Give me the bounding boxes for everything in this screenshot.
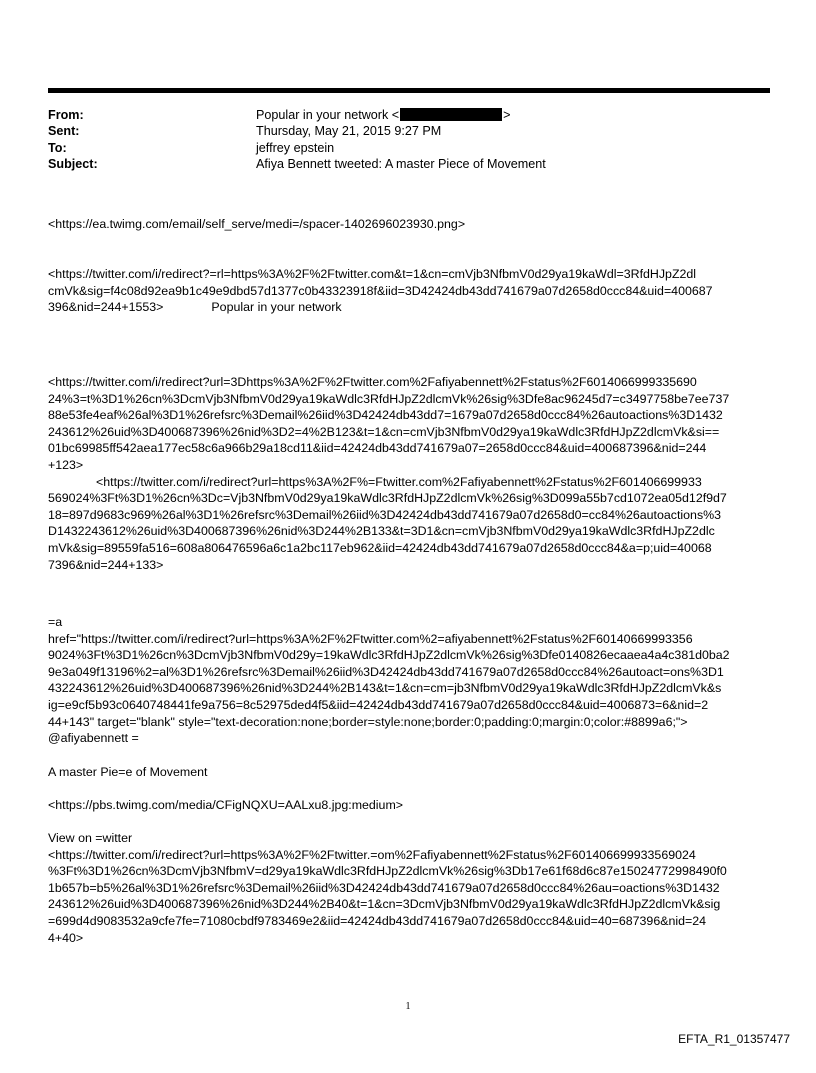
media-link <box>48 797 772 814</box>
body-line: <https://twitter.com/i/redirect?=rl=https%3A%2F%2Ftwitter.com&t=1&cn=cmVjb3NfbmV0d29ya19kaWdl=3RfdHJpZ2dl <box>48 267 697 281</box>
network-label: Popular in your network <box>211 300 342 315</box>
body-line: 7396&nid=244+133> <box>48 557 164 572</box>
body-line: 243612%26uid%3D400687396%26nid%3D244%2B40&t=1&cn=3DcmVjb3NfbmV0d29ya19kaWdlc3RfdHJpZ2dlcmVk&sig <box>48 897 721 912</box>
body-line: 9e3a049f13196%2=al%3D1%26refsrc%3Demail%26iid%3D42424db43dd741679a07d2658d0ccc84%26autoact=ons%3D1 <box>48 664 724 679</box>
status-redirect-link <box>48 374 772 573</box>
header-divider <box>48 88 770 93</box>
body-line: 243612%26uid%3D400687396%26nid%3D2=4%2B123&t=1&cn=cmVjb3NfbmV0d29ya19kaWdlc3RfdHJpZ2dlcmVk&si== <box>48 424 720 439</box>
body-line: 4+40> <box>48 930 84 945</box>
view-on-twitter-link <box>48 830 772 946</box>
from-row <box>48 107 768 123</box>
body-line: <https://ea.twimg.com/email/self_serve/medi=/spacer-1402696023930.png> <box>48 217 466 231</box>
bates-number: EFTA_R1_01357477 <box>678 1032 790 1046</box>
redaction-box <box>400 108 502 121</box>
body-line: 569024%3Ft%3D1%26cn%3Dc=Vjb3NfbmV0d29ya19kaWdlc3RfdHJpZ2dlcmVk%26sig%3D099a55b7cd1072ea05d12f9d7 <box>48 491 727 506</box>
body-line: href="https://twitter.com/i/redirect?url=https%3A%2F%2Ftwitter.com%2=afiyabennett%2Fstatus%2F60140669993356 <box>48 631 693 646</box>
subject-label: Subject: <box>48 156 98 171</box>
sent-value: Thursday, May 21, 2015 9:27 PM <box>256 124 442 139</box>
from-label: From: <box>48 108 84 122</box>
sent-row <box>48 123 768 139</box>
body-line: <https://twitter.com/i/redirect?url=3Dhttps%3A%2F%2Ftwitter.com%2Fafiyabennett%2Fstatus%2F6014066999335690 <box>48 375 697 389</box>
body-line: 1b657b=b5%26al%3D1%26refsrc%3Demail%26iid%3D42424db43dd741679a07d2658d0ccc84%26au=oactions%3D1432 <box>48 880 720 895</box>
body-line: <https://twitter.com/i/redirect?url=https%3A%2F%=Ftwitter.com%2Fafiyabennett%2Fstatus%2F601406699933 <box>96 474 702 489</box>
to-row <box>48 140 768 156</box>
body-line: <https://pbs.twimg.com/media/CFigNQXU=AALxu8.jpg:medium> <box>48 798 404 812</box>
body-line: 18=897d9683c969%26al%3D1%26refsrc%3Demail%26iid%3D42424db43dd741679a07d2658d0=cc84%26autoactions%3 <box>48 507 722 522</box>
from-value <box>256 107 768 123</box>
link-tail: 396&nid=244+1553> <box>48 300 164 315</box>
network-redirect-link <box>48 266 772 316</box>
handle-anchor-markup <box>48 614 772 747</box>
from-name: Popular in your network < <box>256 108 400 122</box>
body-line: 24%3=t%3D1%26cn%3DcmVjb3NfbmV0d29ya19kaWdlc3RfdHJpZ2dlcmVk%26sig%3Dfe8ac96245d7=c3497758be7ee737 <box>48 391 730 406</box>
body-line: @afiyabennett = <box>48 731 139 746</box>
body-line: 01bc69985ff542aea177ec58c6a966b29a18cd11&iid=42424db43dd741679a07=2658d0ccc84&uid=400687396&nid=244 <box>48 441 707 456</box>
body-line <box>48 299 772 316</box>
page-number: 1 <box>405 1001 411 1012</box>
body-line: D1432243612%26uid%3D400687396%26nid%3D244%2B133&t=3D1&cn=cmVjb3NfbmV0d29ya19kaWdlc3RfdHJpZ2dlc <box>48 524 715 539</box>
body-line: ig=e9cf5b93c0640748441fe9a756=8c52975ded4f5&iid=42424db43dd741679a07d2658d0ccc84&uid=4006873=6&nid=2 <box>48 697 709 712</box>
body-line: <https://twitter.com/i/redirect?url=https%3A%2F%2Ftwitter.=om%2Fafiyabennett%2Fstatus%2F601406699933569024 <box>48 847 696 862</box>
email-header <box>48 107 768 172</box>
body-line: 432243612%26uid%3D400687396%26nid%3D244%2B143&t=1&cn=cm=jb3NfbmV0d29ya19kaWdlc3RfdHJpZ2dlcmVk&s <box>48 681 722 696</box>
subject-row <box>48 156 768 172</box>
to-label: To: <box>48 140 67 155</box>
body-line: View on =witter <box>48 831 133 845</box>
to-value: jeffrey epstein <box>256 140 335 155</box>
from-close: > <box>503 108 511 122</box>
spacer-image-link <box>48 216 772 233</box>
body-line: 9024%3Ft%3D1%26cn%3DcmVjb3NfbmV0d29y=19kaWdlc3RfdHJpZ2dlcmVk%26sig%3Dfe0140826ecaaea4a4c381d0ba2 <box>48 648 730 663</box>
body-line: mVk&sig=89559fa516=608a806476596a6c1a2bc117eb962&iid=42424db43dd741679a07d2658d0ccc84&a=p;uid=40068 <box>48 540 712 555</box>
body-line: +123> <box>48 457 84 472</box>
tweet-text <box>48 764 772 781</box>
body-line: A master Pie=e of Movement <box>48 765 208 779</box>
body-line: =a <box>48 615 63 629</box>
body-line: 44+143" target="blank" style="text-decoration:none;border=style:none;border:0;padding:0;margin:0;color:#8899a6;"> <box>48 714 688 729</box>
body-line: =699d4d9083532a9cfe7fe=71080cbdf9783469e2&iid=42424db43dd741679a07d2658d0ccc84&uid=40=687396&nid=24 <box>48 913 707 928</box>
sent-label: Sent: <box>48 124 80 139</box>
subject-value: Afiya Bennett tweeted: A master Piece of Movement <box>256 156 546 171</box>
body-line: cmVk&sig=f4c08d92ea9b1c49e9dbd57d1377c0b43323918f&iid=3D42424db43dd741679a07d2658d0ccc84&uid=400687 <box>48 283 713 298</box>
body-line: %3Ft%3D1%26cn%3DcmVjb3NfbmV=d29ya19kaWdlc3RfdHJpZ2dlcmVk%26sig%3Db17e61f68d6c87e15024772998490f0 <box>48 864 727 879</box>
body-line: 88e53fe4eaf%26al%3D1%26refsrc%3Demail%26iid%3D42424db43dd7=1679a07d2658d0ccc84%26autoactions%3D1432 <box>48 408 723 423</box>
